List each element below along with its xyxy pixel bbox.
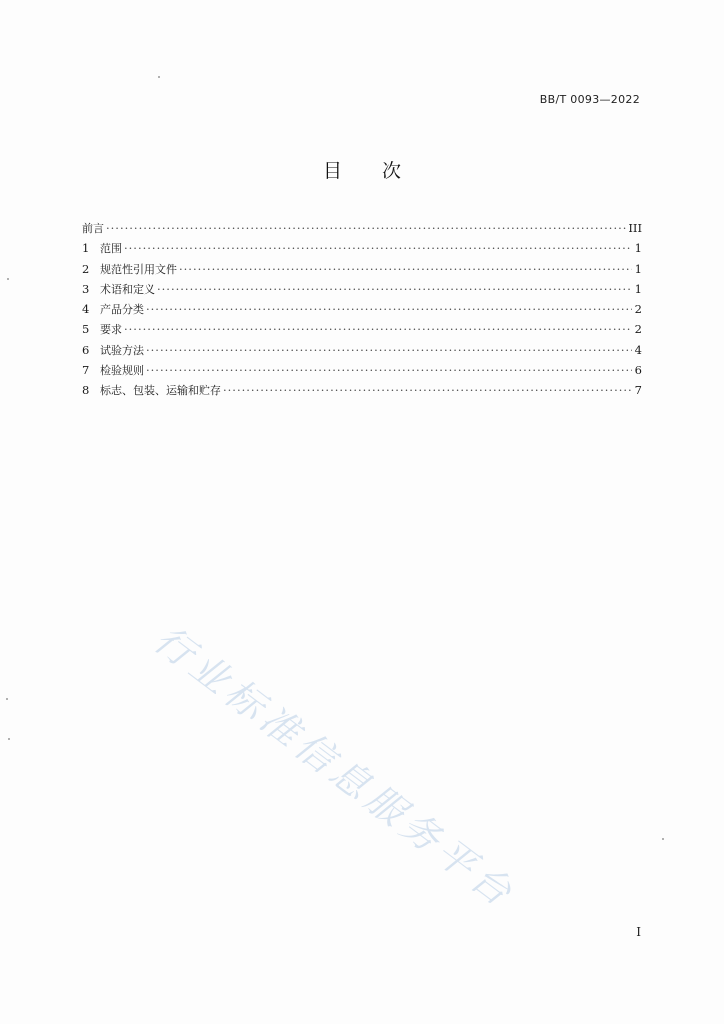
toc-entry-number: 1 xyxy=(82,241,90,256)
scan-speck xyxy=(662,838,664,840)
toc-entry-requirements[interactable] xyxy=(82,319,642,339)
table-of-contents xyxy=(82,218,642,401)
scan-speck xyxy=(158,76,160,78)
toc-entry-number: 4 xyxy=(82,302,90,317)
toc-entry-label: 范围 xyxy=(100,242,122,256)
toc-entry-page: III xyxy=(628,221,642,235)
scan-speck xyxy=(8,738,10,740)
toc-entry-number: 2 xyxy=(82,261,90,276)
toc-title: 目次 xyxy=(322,160,441,182)
toc-entry-label: 要求 xyxy=(100,323,122,337)
toc-leader-dots xyxy=(146,340,632,360)
toc-entry-page: 2 xyxy=(634,322,642,337)
toc-entry-classification[interactable] xyxy=(82,299,642,319)
toc-entry-marking-packaging[interactable] xyxy=(82,380,642,400)
toc-entry-terms-definitions[interactable] xyxy=(82,279,642,299)
toc-entry-label: 规范性引用文件 xyxy=(100,262,177,276)
toc-entry-number: 6 xyxy=(82,342,90,357)
toc-entry-page: 1 xyxy=(634,281,642,296)
toc-entry-label: 产品分类 xyxy=(100,303,144,317)
toc-entry-number: 3 xyxy=(82,281,90,296)
standard-code: BB/T 0093—2022 xyxy=(539,93,640,106)
toc-entry-label: 试验方法 xyxy=(100,343,144,357)
toc-entry-inspection-rules[interactable] xyxy=(82,360,642,380)
toc-leader-dots xyxy=(146,299,632,319)
scan-speck xyxy=(7,278,9,280)
toc-entry-label: 检验规则 xyxy=(100,364,144,378)
toc-leader-dots xyxy=(146,360,632,380)
toc-leader-dots xyxy=(106,218,626,238)
page-number: I xyxy=(636,925,641,939)
toc-entry-label: 标志、包装、运输和贮存 xyxy=(100,384,221,398)
toc-entry-foreword[interactable] xyxy=(82,218,642,238)
toc-entry-number: 7 xyxy=(82,363,90,378)
toc-entry-number: 5 xyxy=(82,322,90,337)
toc-leader-dots xyxy=(157,279,632,299)
toc-entry-number: 8 xyxy=(82,383,90,398)
watermark: 行业标准信息服务平台 xyxy=(146,617,524,918)
toc-entry-page: 4 xyxy=(634,342,642,357)
toc-leader-dots xyxy=(223,380,632,400)
toc-entry-page: 6 xyxy=(634,363,642,378)
toc-leader-dots xyxy=(124,238,632,258)
toc-entry-normative-references[interactable] xyxy=(82,259,642,279)
toc-entry-page: 1 xyxy=(634,241,642,256)
toc-entry-page: 7 xyxy=(634,383,642,398)
toc-entry-page: 1 xyxy=(634,261,642,276)
toc-entry-label: 前言 xyxy=(82,222,104,235)
toc-leader-dots xyxy=(179,259,632,279)
toc-entry-scope[interactable] xyxy=(82,238,642,258)
toc-entry-page: 2 xyxy=(634,302,642,317)
toc-leader-dots xyxy=(124,319,632,339)
scan-speck xyxy=(6,698,8,700)
toc-entry-label: 术语和定义 xyxy=(100,282,155,296)
toc-entry-test-methods[interactable] xyxy=(82,340,642,360)
